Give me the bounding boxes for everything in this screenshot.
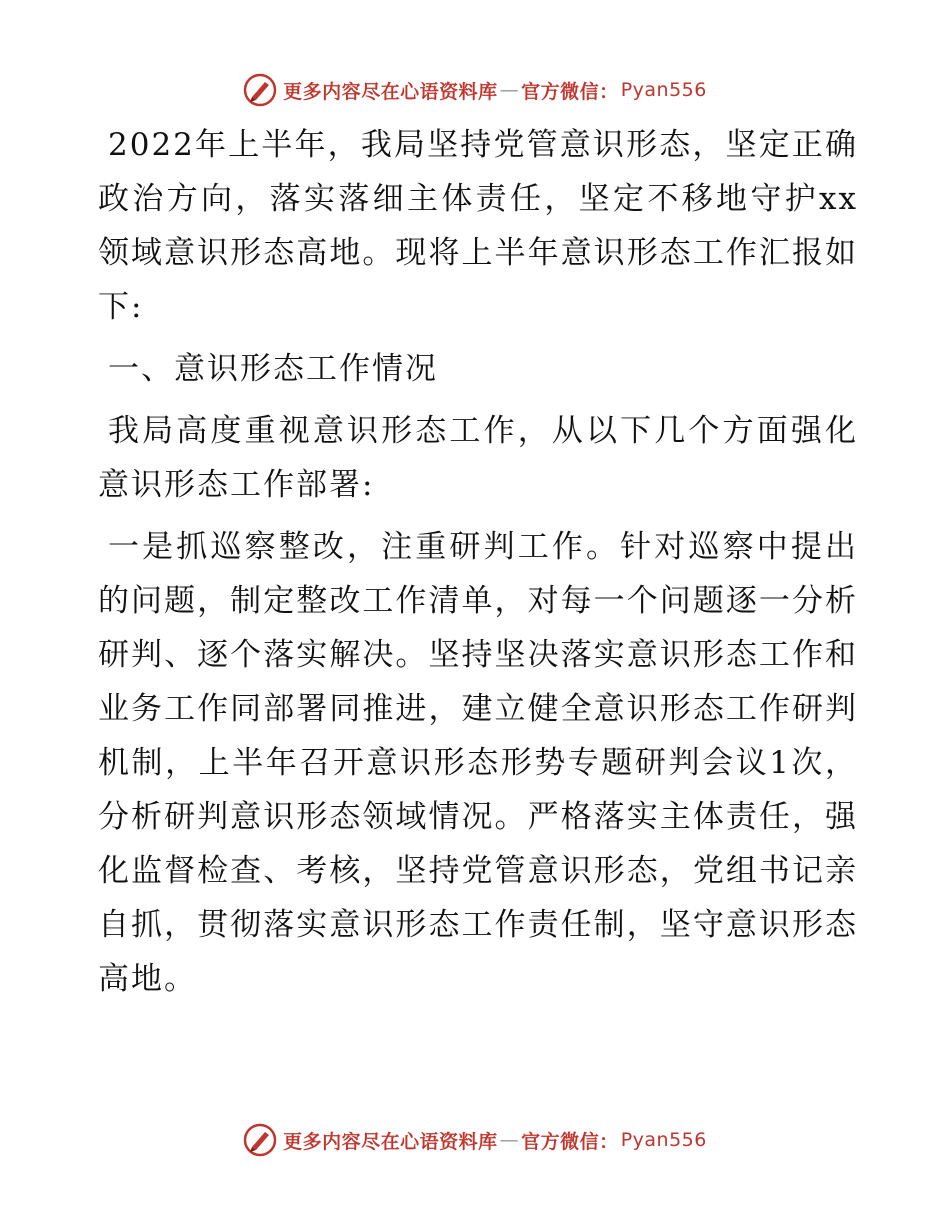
banner-wechat-id: Pyan556 [620,1129,707,1151]
banner-main-text: 更多内容尽在心语资料库 [283,80,498,103]
header-banner [0,70,950,110]
document-body [98,118,858,1014]
banner-sub-text: 官方微信： [521,80,619,103]
paragraph-point-one: 一是抓巡察整改，注重研判工作。针对巡察中提出的问题，制定整改工作清单，对每一个问题逐一分析研判、逐个落实解决。坚持坚决落实意识形态工作和业务工作同部署同推进，建立健全意识形态工作研判机制，上半年召开意识形态形势专题研判会议1次，分析研判意识形态领域情况。严格落实主体责任，强化监督检查、考核，坚持党管意识形态，党组书记亲自抓，贯彻落实意识形态工作责任制，坚守意识形态高地。 [98,529,858,997]
footer-banner [0,1120,950,1160]
pen-logo-icon [243,73,277,107]
banner-dash: — [499,79,520,101]
banner-sub-text: 官方微信： [521,1130,619,1153]
banner-wechat-id: Pyan556 [620,79,707,101]
paragraph-overview: 我局高度重视意识形态工作，从以下几个方面强化意识形态工作部署: [98,413,858,503]
paragraph-intro: 2022年上半年，我局坚持党管意识形态，坚定正确政治方向，落实落细主体责任，坚定不移地守护xx领域意识形态高地。现将上半年意识形态工作汇报如下: [98,127,858,325]
banner-dash: — [499,1129,520,1151]
banner-main-text: 更多内容尽在心语资料库 [283,1130,498,1153]
section-heading: 一、意识形态工作情况 [108,351,438,387]
pen-logo-icon [243,1123,277,1157]
